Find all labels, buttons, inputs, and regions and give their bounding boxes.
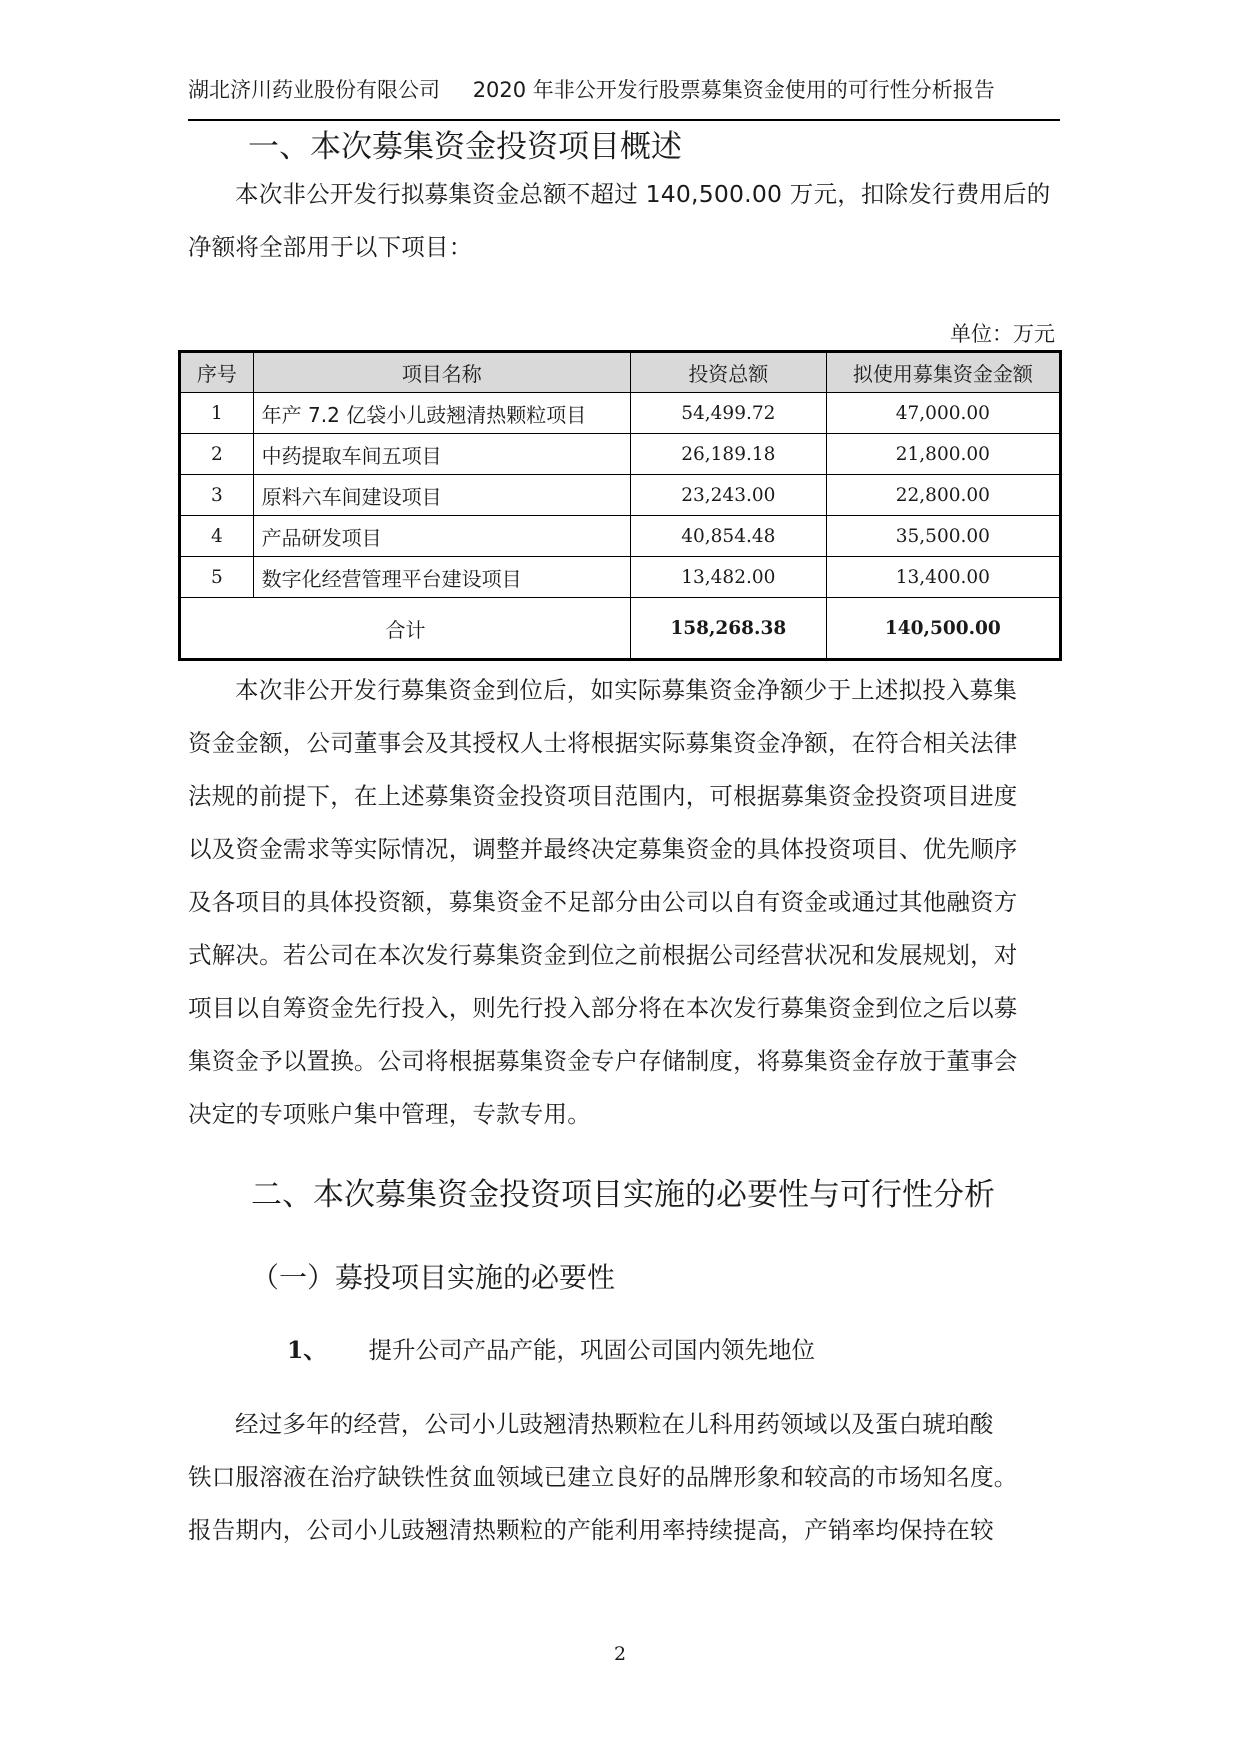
item-heading — [287, 1331, 815, 1365]
section1-heading: 一、本次募集资金投资项目概述 — [248, 129, 682, 165]
cell-no: 4 — [180, 516, 254, 557]
item-number: 1、 — [287, 1336, 327, 1364]
item-title: 提升公司产品产能，巩固公司国内领先地位 — [368, 1336, 815, 1364]
body-line: 项目以自筹资金先行投入，则先行投入部分将在本次发行募集资金到位之后以募 — [188, 994, 1018, 1022]
col-header-total: 投资总额 — [630, 352, 826, 393]
cell-total: 26,189.18 — [630, 434, 826, 475]
cell-total: 54,499.72 — [630, 393, 826, 434]
cell-funds: 21,800.00 — [826, 434, 1060, 475]
body-line: 资金金额，公司董事会及其授权人士将根据实际募集资金净额，在符合相关法律 — [188, 729, 1018, 757]
funds-table — [178, 350, 1062, 661]
cell-no: 5 — [180, 557, 254, 598]
total-label: 合计 — [180, 598, 631, 660]
body-line: 集资金予以置换。公司将根据募集资金专户存储制度，将募集资金存放于董事会 — [188, 1047, 1018, 1075]
col-header-funds: 拟使用募集资金金额 — [826, 352, 1060, 393]
cell-funds: 47,000.00 — [826, 393, 1060, 434]
cell-total: 23,243.00 — [630, 475, 826, 516]
body-line: 报告期内，公司小儿豉翘清热颗粒的产能利用率持续提高，产销率均保持在较 — [188, 1516, 994, 1544]
cell-funds: 13,400.00 — [826, 557, 1060, 598]
table-row — [180, 475, 1061, 516]
table-row — [180, 434, 1061, 475]
body-line: 及各项目的具体投资额，募集资金不足部分由公司以自有资金或通过其他融资方 — [188, 888, 1018, 916]
section2-subheading: （一）募投项目实施的必要性 — [251, 1261, 616, 1294]
cell-no: 3 — [180, 475, 254, 516]
cell-name: 年产 7.2 亿袋小儿豉翘清热颗粒项目 — [253, 393, 630, 434]
header-divider — [188, 119, 1060, 121]
cell-funds: 35,500.00 — [826, 516, 1060, 557]
page-number: 2 — [613, 1643, 627, 1665]
cell-total: 13,482.00 — [630, 557, 826, 598]
report-title: 2020 年非公开发行股票募集资金使用的可行性分析报告 — [472, 78, 995, 102]
page-header — [188, 74, 1050, 104]
section1-intro — [188, 168, 1060, 274]
cell-funds: 22,800.00 — [826, 475, 1060, 516]
intro-line: 净额将全部用于以下项目： — [188, 233, 473, 261]
section1-body — [188, 664, 1060, 1141]
table-row — [180, 393, 1061, 434]
body-line: 式解决。若公司在本次发行募集资金到位之前根据公司经营状况和发展规划，对 — [188, 941, 1018, 969]
section2-heading: 二、本次募集资金投资项目实施的必要性与可行性分析 — [251, 1177, 995, 1213]
cell-name: 产品研发项目 — [253, 516, 630, 557]
table-row — [180, 557, 1061, 598]
table-row — [180, 516, 1061, 557]
total-funds: 140,500.00 — [826, 598, 1060, 660]
cell-name: 中药提取车间五项目 — [253, 434, 630, 475]
body-line: 以及资金需求等实际情况，调整并最终决定募集资金的具体投资项目、优先顺序 — [188, 835, 1018, 863]
table-total-row — [180, 598, 1061, 660]
col-header-no: 序号 — [180, 352, 254, 393]
table-header-row — [180, 352, 1061, 393]
intro-line: 本次非公开发行拟募集资金总额不超过 140,500.00 万元，扣除发行费用后的 — [235, 180, 1051, 208]
body-line: 铁口服溶液在治疗缺铁性贫血领域已建立良好的品牌形象和较高的市场知名度。 — [188, 1463, 1018, 1491]
body-line: 法规的前提下，在上述募集资金投资项目范围内，可根据募集资金投资项目进度 — [188, 782, 1018, 810]
unit-label: 单位：万元 — [950, 322, 1055, 346]
cell-name: 原料六车间建设项目 — [253, 475, 630, 516]
cell-no: 2 — [180, 434, 254, 475]
total-investment: 158,268.38 — [630, 598, 826, 660]
cell-name: 数字化经营管理平台建设项目 — [253, 557, 630, 598]
section2-body — [188, 1398, 1060, 1557]
company-name: 湖北济川药业股份有限公司 — [188, 78, 440, 102]
body-line: 本次非公开发行募集资金到位后，如实际募集资金净额少于上述拟投入募集 — [235, 676, 1018, 704]
cell-no: 1 — [180, 393, 254, 434]
body-line: 经过多年的经营，公司小儿豉翘清热颗粒在儿科用药领域以及蛋白琥珀酸 — [235, 1410, 994, 1438]
body-line: 决定的专项账户集中管理，专款专用。 — [188, 1100, 591, 1128]
cell-total: 40,854.48 — [630, 516, 826, 557]
col-header-name: 项目名称 — [253, 352, 630, 393]
